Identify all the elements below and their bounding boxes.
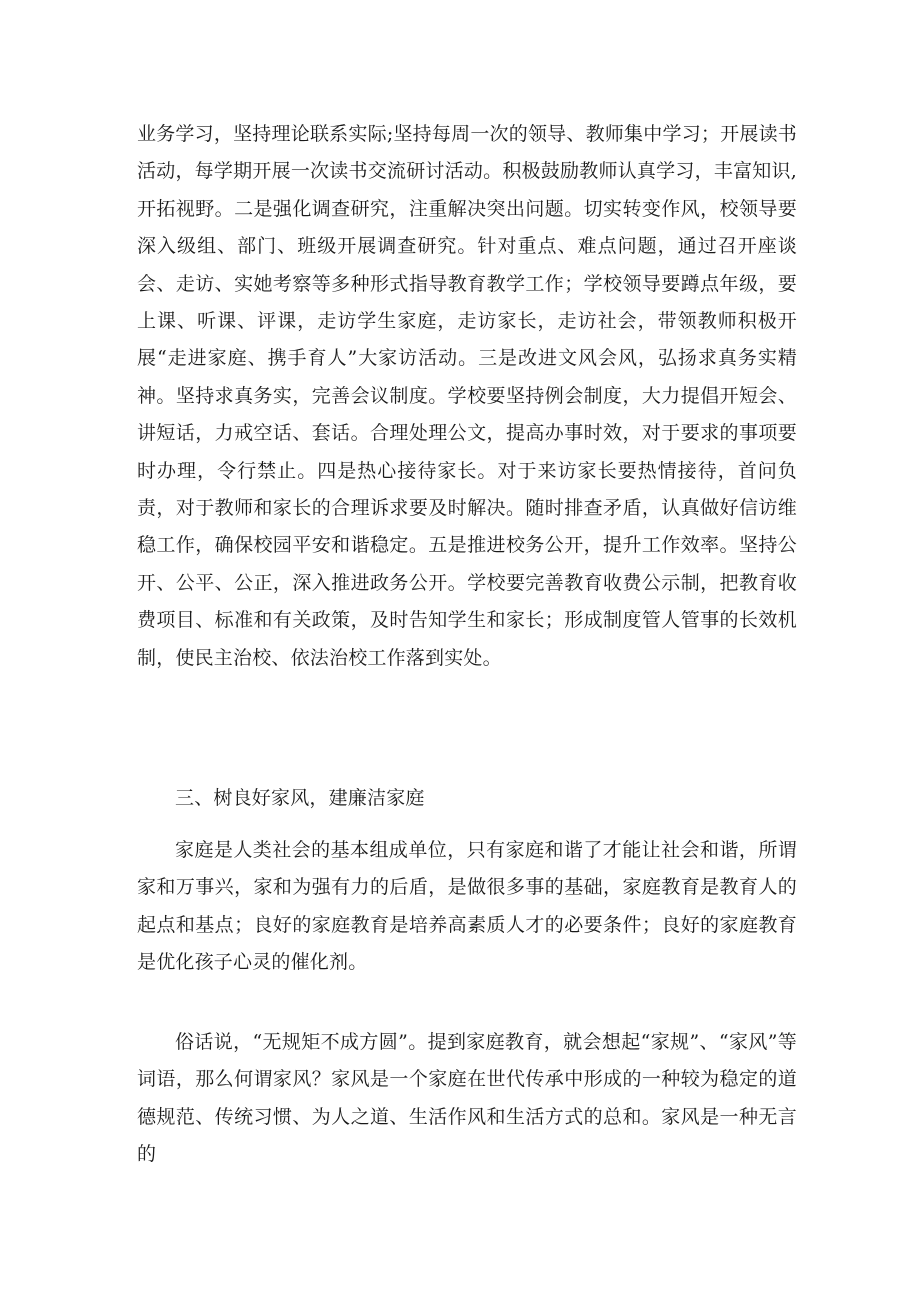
paragraph-text: 家庭是人类社会的基本组成单位，只有家庭和谐了才能让社会和谐，所谓家和万事兴，家和为强有力的后盾，是做很多事的基础，家庭教育是教育人的起点和基点；良好的家庭教育是培养高素质人才的必要条件；良好的家庭教育是优化孩子心灵的催化剂。	[137, 839, 797, 974]
paragraph-text: 业务学习，坚持理论联系实际;坚持每周一次的领导、教师集中学习；开展读书活动，每学期开展一次读书交流研讨活动。积极鼓励教师认真学习，丰富知识,开拓视野。二是强化调查研究，注重解决突出问题。切实转变作风，校领导要深入级组、部门、班级开展调查研究。针对重点、难点问题，通过召开座谈会、走访、实她考察等多种形式指导教育教学工作；学校领导要蹲点年级，要上课、听课、评课，走访学生家庭，走访家长，走访社会，带领教师积极开展“走进家庭、携手育人”大家访活动。三是改进文风会风，弘扬求真务实精神。坚持求真务实，完善会议制度。学校要坚持例会制度，大力提倡开短会、讲短话，力戒空话、套话。合理处理公文，提高办事时效，对于要求的事项要时办理，令行禁止。四是热心接待家长。对于来访家长要热情接待，首问负责，对于教师和家长的合理诉求要及时解决。随时排查矛盾，认真做好信访维稳工作，确保校园平安和谐稳定。五是推进校务公开，提升工作效率。坚持公开、公平、公正，深入推进政务公开。学校要完善教育收费公示制，把教育收费项目、标准和有关政策，及时告知学生和家长；形成制度管人管事的长效机制，使民主治校、依法治校工作落到实处。	[137, 123, 797, 669]
paragraph-text: 俗话说，“无规矩不成方圆”。提到家庭教育，就会想起“家规”、“家风”等词语，那么何谓家风？家风是一个家庭在世代传承中形成的一种较为稳定的道德规范、传统习惯、为人之道、生活作风和生活方式的总和。家风是一种无言的	[137, 1031, 797, 1166]
paragraph-family-tradition	[137, 1024, 797, 1174]
paragraph-work-style	[137, 116, 797, 677]
paragraph-family	[137, 832, 797, 982]
section-heading: 三、树良好家风，建廉洁家庭	[175, 787, 425, 809]
